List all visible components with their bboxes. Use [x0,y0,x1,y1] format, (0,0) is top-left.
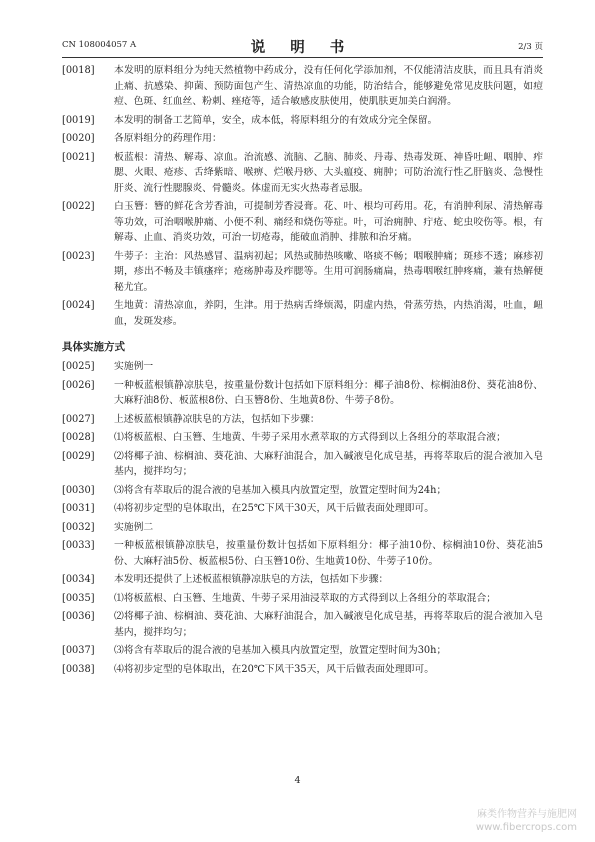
paragraph [62,131,543,147]
paragraph-text: ⑵将椰子油、棕榈油、葵花油、大麻籽油混合，加入碱液皂化成皂基，再将萃取后的混合液加入皂基内，搅拌均匀； [114,450,543,477]
paragraph-number: [0029] [62,450,95,462]
paragraph-text: 上述板蓝根镇静凉肤皂的方法，包括如下步骤： [114,413,320,425]
paragraph [62,643,543,659]
paragraph-number: [0019] [62,114,95,126]
paragraph [62,359,543,375]
paragraph-text: 白玉簪：簪的鲜花含芳香油，可提制芳香浸膏。花、叶、根均可药用。花，有消肿利尿、清热解毒等功效，可治咽喉肿痛、小便不利、痛经和烧伤等症。叶，可治痈肿、疔疮、蛇虫咬伤等。根，有解毒、止血、消炎功效，可治一切疮毒，能破血消肿、排脓和治牙痛。 [114,201,543,243]
paragraph-text: ⑶将含有萃取后的混合液的皂基加入模具内放置定型，放置定型时间为30h； [114,645,447,656]
paragraph-number: [0030] [62,484,95,496]
paragraph-number: [0034] [62,574,95,585]
paragraph-text: 本发明还提供了上述板蓝根镇静凉肤皂的方法，包括如下步骤： [114,574,389,585]
paragraph-number: [0024] [62,300,95,311]
paragraph-number: [0038] [62,663,95,675]
watermark-url: www.fibercrops.com [475,822,577,833]
paragraph-number: [0031] [62,503,95,514]
paragraph [62,591,543,607]
paragraph [62,501,543,517]
page-number: 4 [294,775,301,786]
paragraph [62,572,543,588]
paragraph [62,150,543,197]
paragraph-text: 本发明的制备工艺简单，安全，成本低，将原料组分的有效成分完全保留。 [114,114,438,126]
paragraph [62,298,543,329]
paragraph-text: 实施例二 [114,521,154,533]
paragraph-number: [0021] [62,151,95,163]
paragraph-text: ⑶将含有萃取后的混合液的皂基加入模具内放置定型，放置定型时间为24h； [114,484,447,496]
paragraph-number: [0032] [62,521,95,533]
paragraph-number: [0028] [62,432,95,443]
paragraph-number: [0037] [62,645,95,656]
paragraph-number: [0027] [62,413,95,425]
paragraph-text: 牛蒡子：主治：风热感冒、温病初起；风热或肺热咳嗽、咯痰不畅；咽喉肿痛；斑疹不透；麻疹初期，疹出不畅及丰镇瘙痒；疮疡肿毒及痄腮等。生用可润肠痛扁，热毒咽喉红肿疼痛，兼有热解便秘尤宜。 [114,250,543,293]
paragraph-number: [0025] [62,361,95,372]
paragraph-number: [0020] [62,133,95,144]
paragraph [62,609,543,640]
paragraph-text: ⑷将初步定型的皂体取出，在25℃下风干30天，风干后做表面处理即可。 [114,503,435,514]
paragraph-number: [0035] [62,592,95,604]
page-info: 2/3 页 [518,42,543,52]
paragraph-text: ⑴将板蓝根、白玉簪、生地黄、牛蒡子采用油浸萃取的方式得到以上各组分的萃取混合； [114,592,497,604]
paragraph-number: [0018] [62,65,95,76]
paragraph-text: 本发明的原料组分为纯天然植物中药成分，没有任何化学添加剂，不仅能清洁皮肤，而且具有消炎止痛、抗感染、抑菌、预防面包产生、清热凉血的功能，防治结合，能够避免常见皮肤问题，如痘痘、色斑、红血丝、粉刺、痤疮等，适合敏感皮肤使用，使肌肤更加美白润滑。 [114,65,543,107]
header-divider [62,57,543,58]
paragraph [62,412,543,428]
paragraph [62,662,543,678]
paragraph-group-description [62,63,543,329]
paragraph-text: ⑵将椰子油、棕榈油、葵花油、大麻籽油混合，加入碱液皂化成皂基，再将萃取后的混合液加入皂基内，搅拌均匀； [114,611,543,638]
paragraph [62,113,543,129]
paragraph-number: [0033] [62,540,95,551]
paragraph [62,430,543,446]
paragraph-number: [0036] [62,611,95,622]
paragraph [62,520,543,536]
paragraph [62,199,543,246]
paragraph [62,449,543,480]
paragraph-number: [0026] [62,379,95,391]
paragraph-number: [0022] [62,201,95,212]
document-title: 说 明 书 [250,39,355,56]
paragraph-text: 一种板蓝根镇静凉肤皂，按重量份数计包括如下原料组分：椰子油10份、棕榈油10份、葵花油5份、大麻籽油5份、板蓝根5份、白玉簪10份、生地黄10份、牛蒡子10份。 [114,540,543,567]
paragraph-text: 实施例一 [114,361,154,372]
paragraph-text: 各原料组分的药理作用： [114,133,222,144]
paragraph-text: 生地黄：清热凉血，养阴，生津。用于热病舌绛烦渴，阴虚内热，骨蒸劳热，内热消渴，吐血，衄血，发斑发疹。 [114,300,543,327]
paragraph [62,378,543,409]
paragraph [62,483,543,499]
patent-number: CN 108004057 A [62,40,137,50]
paragraph [62,63,543,110]
paragraph [62,249,543,296]
paragraph-text: 板蓝根：清热、解毒、凉血。治流感、流脑、乙脑、肺炎、丹毒、热毒发斑、神昏吐衄、咽肿、痄腮、火眼、疮疹、舌绛紫暗、喉痹、烂喉丹痧、大头瘟疫、痈肿；可防治流行性乙肝脑炎、急慢性肝炎、流行性腮腺炎、骨髓炎。体虚而无实火热毒者忌服。 [114,151,543,194]
page-header [62,36,543,56]
paragraph [62,538,543,569]
paragraph-text: ⑴将板蓝根、白玉簪、生地黄、牛蒡子采用水煮萃取的方式得到以上各组分的萃取混合液； [114,432,506,443]
paragraph-number: [0023] [62,250,95,262]
paragraph-text: ⑷将初步定型的皂体取出，在20℃下风干35天，风干后做表面处理即可。 [114,663,435,675]
paragraph-text: 一种板蓝根镇静凉肤皂，按重量份数计包括如下原料组分：椰子油8份、棕榈油8份、葵花油8份、大麻籽油8份、板蓝根8份、白玉簪8份、生地黄8份、牛蒡子8份。 [114,379,543,406]
site-watermark [476,808,577,834]
document-body [62,63,543,680]
section-heading: 具体实施方式 [62,341,125,353]
watermark-title: 麻类作物营养与施肥网 [477,809,577,820]
paragraph-group-embodiments [62,359,543,677]
